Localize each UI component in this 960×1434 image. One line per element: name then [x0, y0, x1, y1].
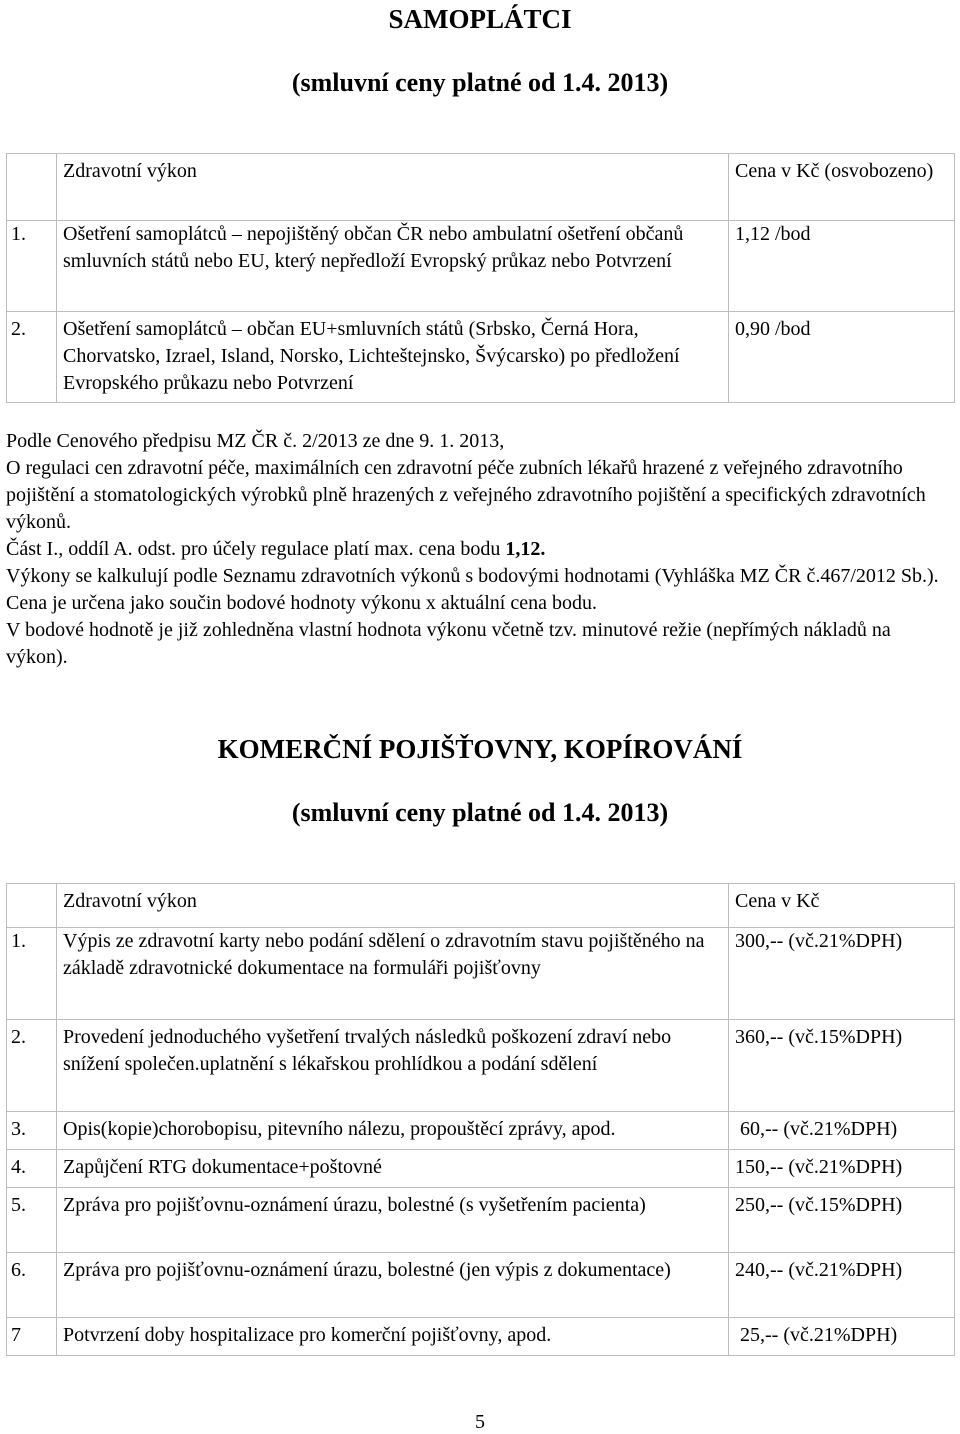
note-line [6, 536, 956, 563]
row-service: Ošetření samoplátců – občan EU+smluvních států (Srbsko, Černá Hora, Chorvatsko, Izrael, Island, Norsko, Lichteštejnsko, Švýcarsko) po předložení Evropského průkazu nebo Potvrzení [57, 312, 729, 403]
note-line: Cena je určena jako součin bodové hodnoty výkonu x aktuální cena bodu. [6, 592, 597, 614]
row-number: 4. [7, 1150, 57, 1188]
table-row [7, 1020, 955, 1112]
row-service: Zpráva pro pojišťovnu-oznámení úrazu, bolestné (s vyšetřením pacienta) [57, 1188, 729, 1253]
section2-subtitle: (smluvní ceny platné od 1.4. 2013) [291, 798, 669, 827]
header-price: Cena v Kč [729, 884, 955, 928]
row-number: 2. [7, 1020, 57, 1112]
note-text: Část I., oddíl A. odst. pro účely regulace platí max. cena bodu [6, 538, 506, 560]
row-number: 5. [7, 1188, 57, 1253]
table-row [7, 312, 955, 403]
note-line: Výkony se kalkulují podle Seznamu zdravotních výkonů s bodovými hodnotami (Vyhláška MZ ČR č.467/2012 Sb.). [6, 565, 939, 587]
note-line: O regulaci cen zdravotní péče, maximálních cen zdravotní péče zubních lékařů hrazené z veřejného zdravotního pojištění a stomatologických výrobků plně hrazených z veřejného zdravotního pojištění a specifických zdravotních výkonů. [6, 457, 926, 533]
page-number: 5 [475, 1411, 485, 1433]
table-header-row [7, 154, 955, 221]
table-row [7, 1112, 955, 1150]
row-number: 1. [7, 928, 57, 1020]
table-row [7, 928, 955, 1020]
row-number: 7 [7, 1318, 57, 1356]
section2-title: KOMERČNÍ POJIŠŤOVNY, KOPÍROVÁNÍ [217, 734, 743, 764]
row-number: 3. [7, 1112, 57, 1150]
header-price: Cena v Kč (osvobozeno) [729, 154, 955, 221]
samoplatci-price-table [6, 153, 955, 403]
max-point-price: 1,12. [505, 538, 546, 560]
row-price: 300,-- (vč.21%DPH) [729, 928, 955, 1020]
row-service: Provedení jednoduchého vyšetření trvalých následků poškození zdraví nebo snížení společen.uplatnění s lékařskou prohlídkou a podání sdělení [57, 1020, 729, 1112]
row-price: 25,-- (vč.21%DPH) [729, 1318, 955, 1356]
row-service: Výpis ze zdravotní karty nebo podání sdělení o zdravotním stavu pojištěného na základě zdravotnické dokumentace na formuláři pojišťovny [57, 928, 729, 1020]
row-price: 360,-- (vč.15%DPH) [729, 1020, 955, 1112]
row-service: Zapůjčení RTG dokumentace+poštovné [57, 1150, 729, 1188]
section1-title: SAMOPLÁTCI [388, 4, 572, 34]
header-service: Zdravotní výkon [57, 154, 729, 221]
table-row [7, 1150, 955, 1188]
row-price: 1,12 /bod [729, 221, 955, 312]
table-row [7, 1253, 955, 1318]
row-number: 2. [7, 312, 57, 403]
regulation-notes [6, 428, 956, 671]
row-service: Ošetření samoplátců – nepojištěný občan ČR nebo ambulatní ošetření občanů smluvních států nebo EU, který nepředloží Evropský průkaz nebo Potvrzení [57, 221, 729, 312]
row-price: 150,-- (vč.21%DPH) [729, 1150, 955, 1188]
header-num-cell [7, 154, 57, 221]
commercial-price-table [6, 883, 955, 1356]
row-service: Potvrzení doby hospitalizace pro komerční pojišťovny, apod. [57, 1318, 729, 1356]
row-service: Zpráva pro pojišťovnu-oznámení úrazu, bolestné (jen výpis z dokumentace) [57, 1253, 729, 1318]
header-service: Zdravotní výkon [57, 884, 729, 928]
row-price: 60,-- (vč.21%DPH) [729, 1112, 955, 1150]
row-price: 240,-- (vč.21%DPH) [729, 1253, 955, 1318]
note-line: V bodové hodnotě je již zohledněna vlastní hodnota výkonu včetně tzv. minutové režie (nepřímých nákladů na výkon). [6, 619, 891, 668]
row-price: 250,-- (vč.15%DPH) [729, 1188, 955, 1253]
table-row [7, 221, 955, 312]
table-header-row [7, 884, 955, 928]
row-service: Opis(kopie)chorobopisu, pitevního nálezu, propouštěcí zprávy, apod. [57, 1112, 729, 1150]
note-line: Podle Cenového předpisu MZ ČR č. 2/2013 ze dne 9. 1. 2013, [6, 430, 505, 452]
section1-subtitle: (smluvní ceny platné od 1.4. 2013) [291, 68, 669, 97]
header-num-cell [7, 884, 57, 928]
table-row [7, 1188, 955, 1253]
table-row [7, 1318, 955, 1356]
row-number: 1. [7, 221, 57, 312]
row-number: 6. [7, 1253, 57, 1318]
row-price: 0,90 /bod [729, 312, 955, 403]
